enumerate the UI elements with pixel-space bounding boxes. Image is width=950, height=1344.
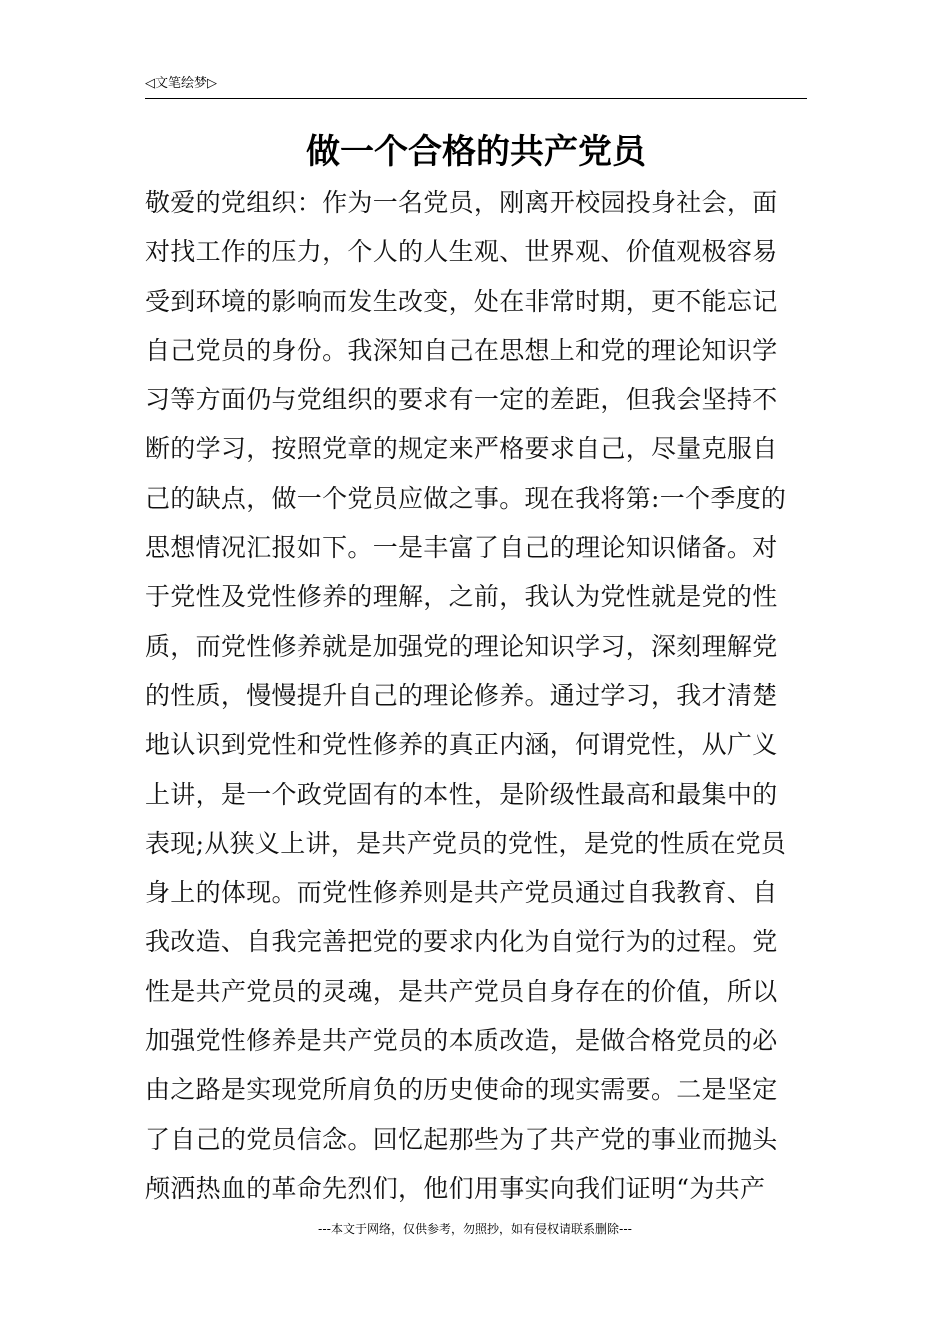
text-line: 上讲，是一个政党固有的本性，是阶级性最高和最集中的 [145, 779, 778, 809]
text-line: 了自己的党员信念。回忆起那些为了共产党的事业而抛头 [145, 1124, 778, 1154]
text-line: 断的学习，按照党章的规定来严格要求自己，尽量克服自 [145, 434, 778, 464]
text-line: 对找工作的压力，个人的人生观、世界观、价值观极容易 [145, 237, 778, 267]
text-line: 性是共产党员的灵魂，是共产党员自身存在的价值，所以 [145, 976, 778, 1006]
text-line: 质，而党性修养就是加强党的理论知识学习，深刻理解党 [145, 631, 778, 661]
page-header [145, 74, 807, 99]
text-line: 敬爱的党组织：作为一名党员，刚离开校园投身社会，面 [145, 188, 778, 217]
text-line: 身上的体现。而党性修养则是共产党员通过自我教育、自 [145, 878, 778, 908]
text-line: 加强党性修养是共产党员的本质改造，是做合格党员的必 [145, 1026, 778, 1056]
text-line: 于党性及党性修养的理解，之前，我认为党性就是党的性 [145, 582, 778, 612]
text-line: 己的缺点，做一个党员应做之事。现在我将第:一个季度的 [145, 483, 787, 513]
text-line: 由之路是实现党所肩负的历史使命的现实需要。二是坚定 [145, 1075, 778, 1105]
text-line: 颅洒热血的革命先烈们，他们用事实向我们证明“为共产 [145, 1173, 766, 1203]
text-line: 受到环境的影响而发生改变，处在非常时期，更不能忘记 [145, 286, 778, 316]
text-line: 思想情况汇报如下。一是丰富了自己的理论知识储备。对 [145, 533, 778, 563]
body-paragraph [145, 178, 807, 1213]
text-line: 的性质，慢慢提升自己的理论修养。通过学习，我才清楚 [145, 680, 778, 710]
page-footer: ---本文于网络，仅供参考，勿照抄，如有侵权请联系删除--- [318, 1222, 632, 1236]
text-line: 地认识到党性和党性修养的真正内涵，何谓党性，从广义 [145, 730, 778, 760]
text-line: 自己党员的身份。我深知自己在思想上和党的理论知识学 [145, 335, 778, 365]
header-text: ◁文笔绘梦▷ [145, 76, 217, 91]
text-line: 我改造、自我完善把党的要求内化为自觉行为的过程。党 [145, 927, 778, 957]
text-line: 习等方面仍与党组织的要求有一定的差距，但我会坚持不 [145, 385, 778, 415]
text-line: 表现;从狭义上讲，是共产党员的党性，是党的性质在党员 [145, 828, 787, 858]
document-title: 做一个合格的共产党员 [306, 132, 646, 172]
